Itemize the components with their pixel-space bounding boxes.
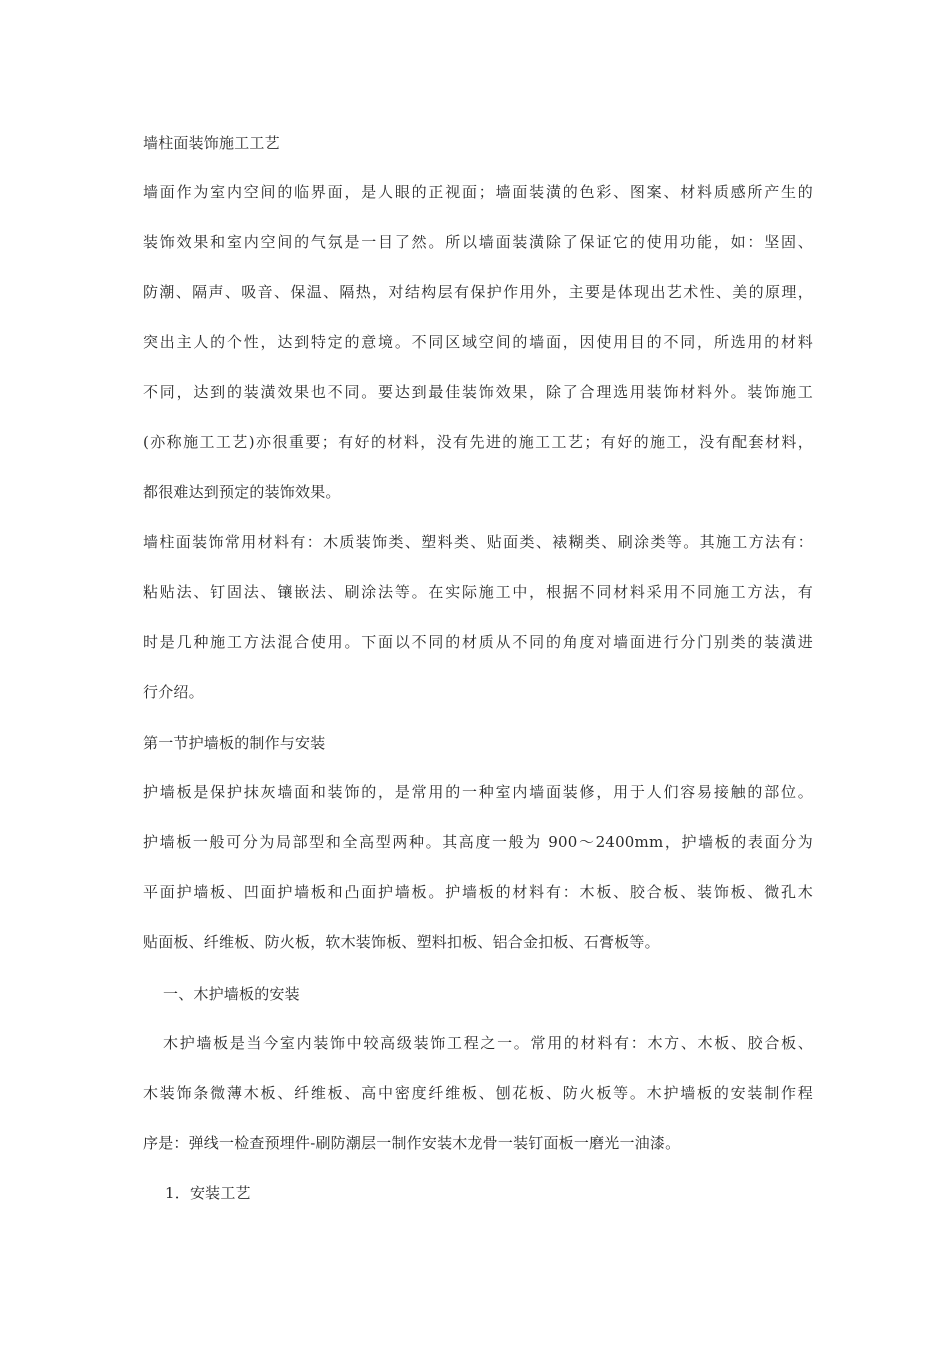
materials-line: 粘贴法、钉固法、镶嵌法、刷涂法等。在实际施工中，根据不同材料采用不同施工方法，有: [143, 583, 813, 601]
wainscot-line: 平面护墙板、凹面护墙板和凸面护墙板。护墙板的材料有：木板、胶合板、装饰板、微孔木: [143, 883, 813, 901]
wood-line: 木装饰条微薄木板、纤维板、高中密度纤维板、刨花板、防火板等。木护墙板的安装制作程: [143, 1084, 813, 1102]
intro-line: (亦称施工工艺)亦很重要；有好的材料，没有先进的施工工艺；有好的施工，没有配套材料，: [143, 433, 813, 451]
wainscot-line: 护墙板一般可分为局部型和全高型两种。其高度一般为 900～2400mm，护墙板的表面分为: [143, 833, 813, 851]
document-title: 墙柱面装饰施工工艺: [143, 134, 280, 152]
section-heading: 第一节护墙板的制作与安装: [143, 734, 326, 752]
intro-line: 都很难达到预定的装饰效果。: [143, 483, 341, 501]
wainscot-line: 贴面板、纤维板、防火板，软木装饰板、塑料扣板、铝合金扣板、石膏板等。: [143, 933, 660, 951]
materials-line: 行介绍。: [143, 683, 204, 701]
subsection-heading: 一、木护墙板的安装: [163, 985, 300, 1003]
item-heading: 1．安装工艺: [165, 1184, 251, 1202]
intro-line: 不同，达到的装潢效果也不同。要达到最佳装饰效果，除了合理选用装饰材料外。装饰施工: [143, 383, 813, 401]
wood-line: 序是：弹线一检查预埋件-刷防潮层一制作安装木龙骨一装钉面板一磨光一油漆。: [143, 1134, 681, 1152]
intro-line: 防潮、隔声、吸音、保温、隔热，对结构层有保护作用外，主要是体现出艺术性、美的原理，: [143, 283, 813, 301]
wainscot-line: 护墙板是保护抹灰墙面和装饰的，是常用的一种室内墙面装修，用于人们容易接触的部位。: [143, 783, 813, 801]
intro-line: 突出主人的个性，达到特定的意境。不同区域空间的墙面，因使用目的不同，所选用的材料: [143, 333, 813, 351]
wood-line: 木护墙板是当今室内装饰中较高级装饰工程之一。常用的材料有：木方、木板、胶合板、: [163, 1034, 813, 1052]
materials-line: 墙柱面装饰常用材料有：木质装饰类、塑料类、贴面类、裱糊类、刷涂类等。其施工方法有：: [143, 533, 813, 551]
materials-line: 时是几种施工方法混合使用。下面以不同的材质从不同的角度对墙面进行分门别类的装潢进: [143, 633, 813, 651]
intro-line: 墙面作为室内空间的临界面，是人眼的正视面；墙面装潢的色彩、图案、材料质感所产生的: [143, 183, 813, 201]
intro-line: 装饰效果和室内空间的气氛是一目了然。所以墙面装潢除了保证它的使用功能，如：坚固、: [143, 233, 813, 251]
